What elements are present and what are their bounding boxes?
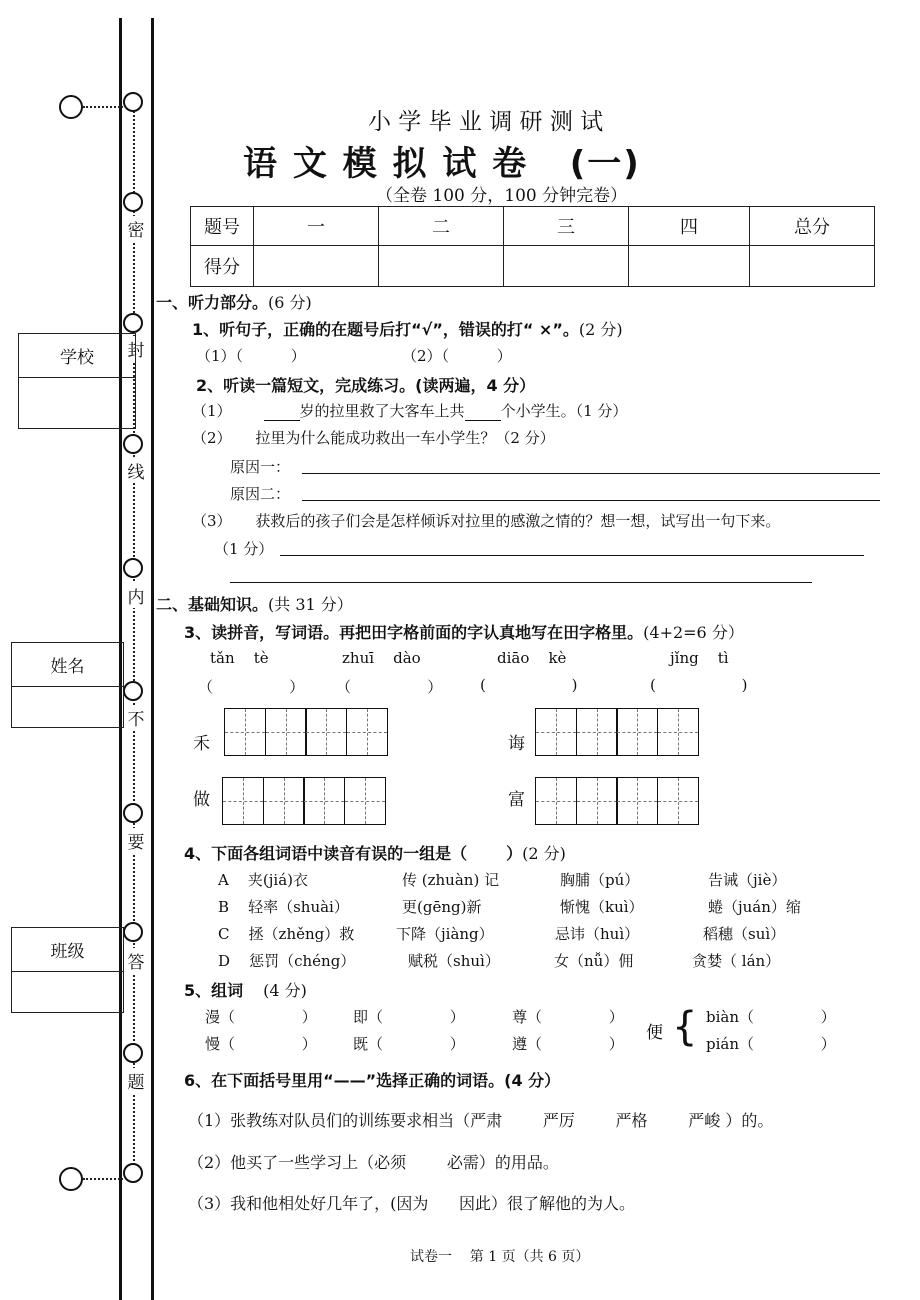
name-box[interactable] [11, 642, 124, 728]
pinyin-4: jǐng tì [670, 649, 729, 667]
q5-word-ji2[interactable]: 既（ ） [353, 1035, 465, 1053]
score-table [190, 206, 875, 287]
tianzige-cell[interactable] [616, 777, 658, 825]
q5-bian-1[interactable]: biàn（ ） [706, 1008, 836, 1026]
punch-hole [123, 92, 143, 112]
punch-hole [123, 1163, 143, 1183]
section1-heading: 一、听力部分。(6 分) [156, 293, 312, 312]
punch-hole [123, 922, 143, 942]
score-header-cell: 四 [629, 207, 750, 246]
tianzige-cell[interactable] [263, 777, 305, 825]
punch-hole [123, 558, 143, 578]
answer-line[interactable] [230, 582, 812, 583]
q4-option-a: A 夹(jiá)衣 [218, 871, 309, 889]
q1-answer-2[interactable]: （2）（ ） [402, 347, 512, 365]
tianzige-cell[interactable] [222, 777, 264, 825]
score-header-cell: 三 [504, 207, 629, 246]
q4-option-c: 稻穗（suì） [703, 925, 786, 943]
q5-word-zun[interactable]: 尊（ ） [512, 1008, 624, 1026]
exam-subtitle: 小 学 毕 业 调 研 测 试 [368, 109, 604, 135]
punch-hole [123, 192, 143, 212]
pinyin-answer-3[interactable]: ( ) [480, 676, 578, 694]
q5-bian-2[interactable]: pián（ ） [706, 1035, 836, 1053]
exam-note: （全卷 100 分，100 分钟完卷） [376, 186, 628, 206]
q2-part2: （2） 拉里为什么能成功救出一车小学生？（2 分） [192, 429, 555, 447]
tianzige-cell[interactable] [576, 708, 618, 756]
reason1-label: 原因一： [230, 458, 291, 476]
q5-word-man[interactable]: 漫（ ） [205, 1008, 317, 1026]
q4-option-c: 忌讳（huì） [555, 925, 640, 943]
exam-title: 语 文 模 拟 试 卷 (一) [243, 144, 641, 184]
tianzige-cell[interactable] [616, 708, 658, 756]
binding-line-right [151, 18, 154, 1300]
score-header-cell: 二 [379, 207, 504, 246]
seal-char: 不 [126, 705, 146, 730]
q4-text: 4、下面各组词语中读音有误的一组是（ ）(2 分) [184, 844, 566, 863]
tianzige-cell[interactable] [344, 777, 386, 825]
q4-option-b: B 轻率（shuài） [218, 898, 349, 916]
q4-option-d: 贪婪（ lán） [692, 952, 781, 970]
tianzige-grid[interactable] [535, 777, 697, 825]
score-row-label: 得分 [191, 246, 254, 287]
punch-hole [123, 1043, 143, 1063]
reason2-line[interactable] [302, 500, 880, 501]
score-cell[interactable] [629, 246, 750, 287]
reason2-label: 原因二： [230, 485, 291, 503]
q2-part3: （3） 获救后的孩子们会是怎样倾诉对拉里的感激之情的？想一想，试写出一句下来。 [192, 512, 781, 530]
q4-option-a: 告诫（jiè） [708, 871, 787, 889]
brace-icon: { [672, 1004, 698, 1050]
score-header-cell: 总分 [750, 207, 875, 246]
tianzige-cell[interactable] [657, 777, 699, 825]
q4-option-c: 下降（jiàng） [396, 925, 494, 943]
school-label: 学校 [19, 334, 135, 378]
q4-option-d: 赋税（shuì） [408, 952, 500, 970]
blank-count[interactable] [465, 404, 501, 421]
page-footer: 试卷一 第 1 页（共 6 页） [410, 1249, 590, 1265]
q4-option-a: 传 (zhuàn) 记 [402, 871, 500, 889]
pinyin-answer-1[interactable]: （ ） [198, 678, 305, 696]
class-box[interactable] [11, 927, 124, 1013]
q6-sentence-3[interactable]: （3）我和他相处好几年了，(因为 因此）很了解他的为人。 [188, 1194, 635, 1213]
tianzige-cell[interactable] [576, 777, 618, 825]
reason1-line[interactable] [302, 473, 880, 474]
q6-text: 6、在下面括号里用“——”选择正确的词语。(4 分） [184, 1071, 561, 1090]
name-label: 姓名 [12, 643, 123, 687]
q4-option-a: 胸脯（pú） [560, 871, 640, 889]
q5-word-zun2[interactable]: 遵（ ） [512, 1035, 624, 1053]
pinyin-1: tǎn tè [210, 649, 269, 667]
grid-char-he: 禾 [193, 734, 210, 754]
tianzige-grid[interactable] [222, 777, 384, 825]
binding-dotted-line [133, 104, 135, 1176]
grid-char-hui: 诲 [508, 734, 525, 754]
tianzige-cell[interactable] [224, 708, 266, 756]
pinyin-answer-4[interactable]: ( ) [650, 676, 748, 694]
q6-sentence-2[interactable]: （2）他买了一些学习上（必须 必需）的用品。 [188, 1153, 559, 1172]
q2-part3-points: （1 分） [214, 540, 274, 558]
q5-word-man2[interactable]: 慢（ ） [205, 1035, 317, 1053]
pinyin-3: diāo kè [497, 649, 567, 667]
seal-char: 内 [126, 583, 146, 608]
q4-option-b: 蜷（juán）缩 [708, 898, 801, 916]
pinyin-2: zhuī dào [342, 649, 421, 667]
punch-hole [123, 434, 143, 454]
score-cell[interactable] [750, 246, 875, 287]
tianzige-grid[interactable] [535, 708, 697, 756]
tianzige-cell[interactable] [657, 708, 699, 756]
q5-word-ji[interactable]: 即（ ） [353, 1008, 465, 1026]
q1-text: 1、听句子，正确的在题号后打“√”，错误的打“ ×”。(2 分) [192, 320, 623, 339]
tianzige-cell[interactable] [303, 777, 345, 825]
binding-dash [83, 106, 123, 108]
blank-age[interactable] [264, 404, 300, 421]
q4-option-d: D 惩罚（chéng） [218, 952, 356, 970]
q4-option-c: C 拯（zhěng）救 [218, 925, 355, 943]
q3-text: 3、读拼音，写词语。再把田字格前面的字认真地写在田字格里。(4+2=6 分） [184, 623, 744, 642]
tianzige-grid[interactable] [224, 708, 386, 756]
q4-option-d: 女（nǚ）佣 [554, 952, 634, 970]
seal-char: 密 [126, 216, 146, 241]
seal-char: 封 [126, 336, 146, 361]
class-label: 班级 [12, 928, 123, 972]
section2-heading: 二、基础知识。(共 31 分） [156, 595, 353, 614]
answer-line[interactable] [280, 555, 864, 556]
grid-char-zuo: 做 [193, 790, 210, 810]
tianzige-cell[interactable] [305, 708, 347, 756]
binding-dash [83, 1178, 123, 1180]
q2-text: 2、听读一篇短文，完成练习。(读两遍，4 分） [196, 376, 536, 395]
q6-sentence-1[interactable]: （1）张教练对队员们的训练要求相当（严肃 严厉 严格 严峻 ）的。 [188, 1111, 774, 1130]
punch-hole [123, 681, 143, 701]
q1-answer-1[interactable]: （1）（ ） [196, 347, 306, 365]
q2-part1: （1） 岁的拉里救了大客车上共 个小学生。（1 分） [192, 402, 628, 420]
score-header-cell: 一 [254, 207, 379, 246]
pinyin-answer-2[interactable]: （ ） [336, 678, 443, 696]
school-box[interactable] [18, 333, 136, 429]
seal-char: 题 [126, 1068, 146, 1093]
seal-char: 要 [126, 828, 146, 853]
tianzige-cell[interactable] [535, 708, 577, 756]
q4-option-b: 更(gēng)新 [402, 898, 482, 916]
punch-hole [123, 803, 143, 823]
score-header-cell: 题号 [191, 207, 254, 246]
punch-hole [123, 313, 143, 333]
seal-char: 答 [126, 948, 146, 973]
score-cell[interactable] [254, 246, 379, 287]
score-cell[interactable] [504, 246, 629, 287]
grid-char-fu: 富 [508, 790, 525, 810]
tianzige-cell[interactable] [346, 708, 388, 756]
q5-bian-char: 便 [646, 1023, 663, 1043]
punch-hole [59, 1167, 83, 1191]
seal-char: 线 [126, 458, 146, 483]
tianzige-cell[interactable] [265, 708, 307, 756]
tianzige-cell[interactable] [535, 777, 577, 825]
score-cell[interactable] [379, 246, 504, 287]
punch-hole [59, 95, 83, 119]
q4-option-b: 惭愧（kuì） [560, 898, 644, 916]
q5-text: 5、组词 (4 分) [184, 981, 307, 1000]
